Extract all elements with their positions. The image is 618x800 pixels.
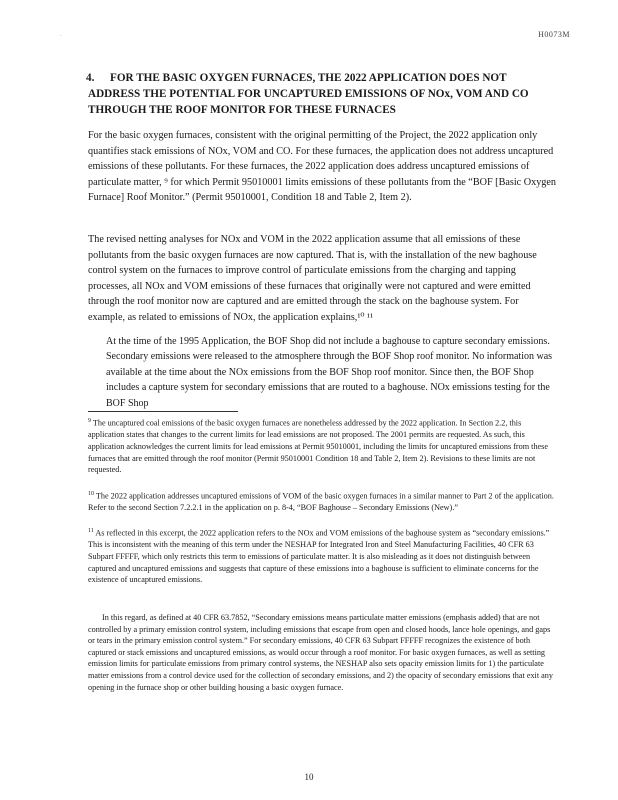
footnote-continuation — [88, 612, 558, 693]
body-paragraph: The revised netting analyses for NOx and VOM in the 2022 application assume that all emissions of these pollutants from the basic oxygen furnaces are now captured. That is, with the installation of the new baghouse control system on the furnaces to improve control of particulate emissions from the charging and tapping processes, all NOx and VOM emissions of these furnaces that originally were not captured and were emitted through the roof monitor now are captured and are emitted through the stack on the baghouse system. For example, as related to emissions of NOx, the application explains,¹⁰ ¹¹ — [88, 234, 537, 323]
footnote-divider — [88, 411, 238, 412]
body-paragraph: For the basic oxygen furnaces, consistent with the original permitting of the Project, the 2022 application only quantifies stack emissions of NOx, VOM and CO. For these furnaces, the application does not address uncaptured emissions of these pollutants. For these furnaces, the 2022 application does address uncaptured emissions of particulate matter, ⁹ for which Permit 95010001 limits emissions of these pollutants from the “BOF [Basic Oxygen Furnace] Roof Monitor.” (Permit 95010001, Condition 18 and Table 2, Item 2). — [88, 130, 557, 204]
footnote — [88, 526, 558, 586]
footnote-text: As reflected in this excerpt, the 2022 application refers to the NOx and VOM emissions of the baghouse system as “secondary emissions.” This is inconsistent with the meaning of this term under the NESHAP for Integrated Iron and Steel Manufacturing Facilities, 40 CFR 63 Subpart FFFFF, which only restricts this term to emissions of particulate matter. It is also misleading as it does not distinguish between captured and uncaptured emissions and suggests that capture of these emissions into a baghouse is sufficient to eliminate concerns for the existence of uncaptured emissions. — [88, 528, 550, 585]
footnote-text: The 2022 application addresses uncaptured emissions of VOM of the basic oxygen furnaces in a similar manner to Part 2 of the application. Refer to the second Section 7.2.2.1 in the application on p. 8-4, “BOF Baghouse – Secondary Emissions (New).” — [88, 491, 554, 513]
section-heading — [88, 70, 548, 118]
footnote-number: 10 — [88, 491, 94, 497]
header-mark: . — [60, 32, 62, 38]
footnote — [88, 489, 558, 514]
section-title: FOR THE BASIC OXYGEN FURNACES, THE 2022 APPLICATION DOES NOT ADDRESS THE POTENTIAL FOR UNCAPTURED EMISSIONS OF NOx, VOM AND CO THROUGH THE ROOF MONITOR FOR THESE FURNACES — [88, 72, 529, 116]
section-number: 4. — [86, 72, 95, 84]
footnote — [88, 416, 558, 476]
footnote-text: In this regard, as defined at 40 CFR 63.7852, “Secondary emissions means particulate matter emissions (emphasis added) that are not controlled by a primary emission control system, including emissions that escape from open and closed hoods, lance hole openings, and gaps or tears in the primary emission control system.” For secondary emissions, 40 CFR 63 Subpart FFFFF recognizes the existence of both captured or stack emissions and uncaptured emissions, as would occur through a roof monitor. For basic oxygen furnaces, as well as setting emission limits for particulate emissions from primary control systems, the NESHAP also sets opacity emission limits for 1) the particulate matter emissions from a control device used for the collection of secondary emissions, and 2) the opacity of secondary emissions that exit any opening in the furnace shop or other building housing a basic oxygen furnace. — [88, 613, 553, 692]
page-number: 10 — [304, 772, 314, 782]
block-quote: At the time of the 1995 Application, the BOF Shop did not include a baghouse to capture secondary emissions. Secondary emissions were released to the atmosphere through the BOF Shop roof monitor. No information was available at the time about the NOx emissions from the BOF Shop roof monitor. Since then, the BOF Shop includes a capture system for secondary emissions that are routed to a baghouse. NOx emissions testing for the BOF Shop — [106, 336, 553, 409]
footnote-number: 9 — [88, 418, 91, 424]
document-id: H0073M — [538, 30, 570, 39]
footnote-number: 11 — [88, 528, 94, 534]
footnote-text: The uncaptured coal emissions of the basic oxygen furnaces are nonetheless addressed by the 2022 application. In Section 2.2, this application states that changes to the current limits for lead emissions are not proposed. The 2001 permits are requested. As such, this application acknowledges the current limits for lead emissions at Permit 95010001, including the limits for uncaptured emissions from these furnaces that are emitted through the roof monitor (Permit 95010001 Condition 18 and Table 2, Item 2). Revisions to these limits are not requested. — [88, 418, 548, 475]
